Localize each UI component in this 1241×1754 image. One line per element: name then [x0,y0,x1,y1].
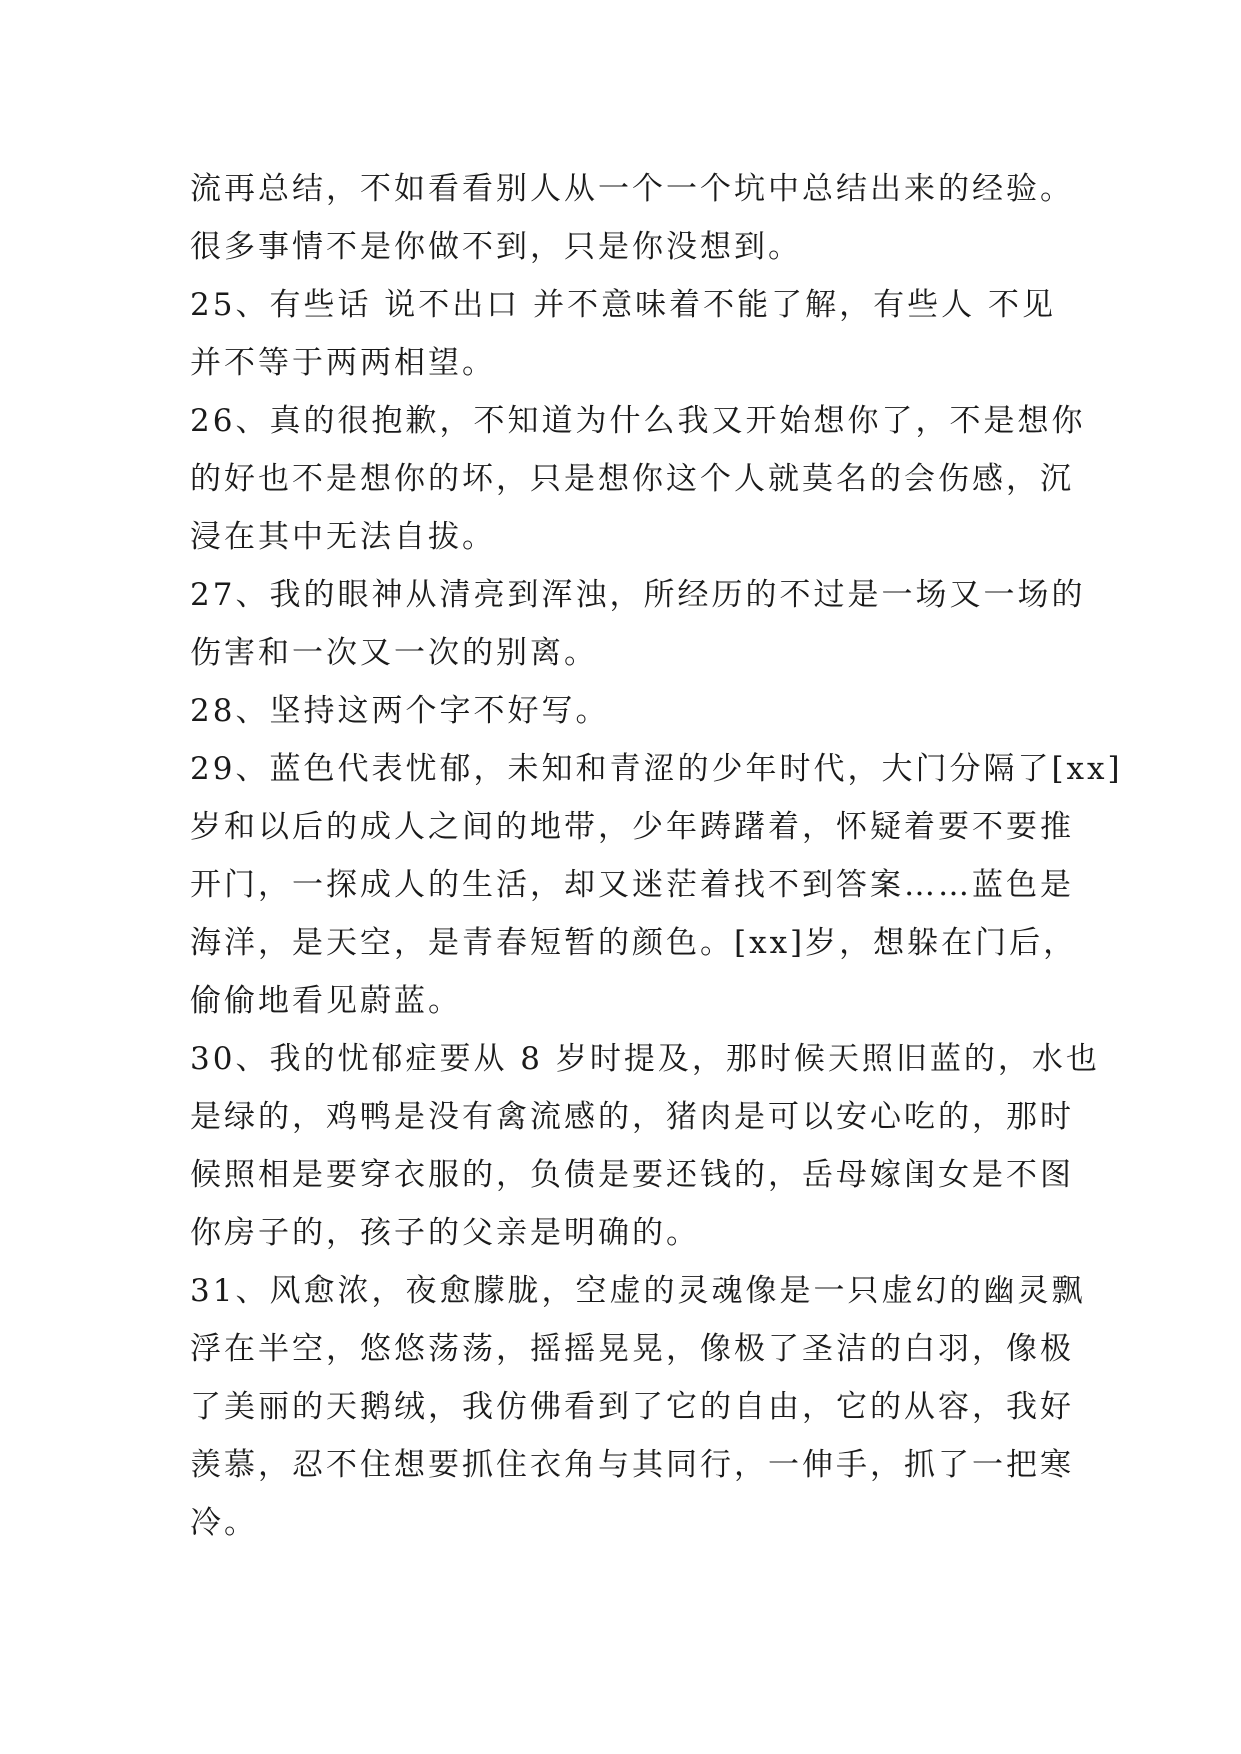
text-line: 伤害和一次又一次的别离。 [190,635,598,671]
text-line: 27、我的眼神从清亮到浑浊，所经历的不过是一场又一场的 [190,577,1086,613]
text-line: 30、我的忧郁症要从 8 岁时提及，那时候天照旧蓝的，水也 [190,1041,1100,1077]
text-line: 25、有些话 说不出口 并不意味着不能了解，有些人 不见 [190,287,1057,323]
text-line: 羡慕，忍不住想要抓住衣角与其同行，一伸手，抓了一把寒 [190,1447,1074,1483]
text-line: 流再总结，不如看看别人从一个一个坑中总结出来的经验。 [190,171,1074,207]
text-line: 你房子的，孩子的父亲是明确的。 [190,1215,700,1251]
text-line: 29、蓝色代表忧郁，未知和青涩的少年时代，大门分隔了[xx] [190,751,1123,787]
text-line: 偷偷地看见蔚蓝。 [190,983,462,1019]
text-line: 冷。 [190,1505,258,1541]
text-line: 很多事情不是你做不到，只是你没想到。 [190,229,802,265]
text-line: 28、坚持这两个字不好写。 [190,693,610,729]
text-line: 了美丽的天鹅绒，我仿佛看到了它的自由，它的从容，我好 [190,1389,1074,1425]
text-line: 海洋，是天空，是青春短暂的颜色。[xx]岁，想躲在门后， [190,925,1078,961]
text-line: 开门，一探成人的生活，却又迷茫着找不到答案……蓝色是 [190,867,1074,903]
text-line: 26、真的很抱歉，不知道为什么我又开始想你了，不是想你 [190,403,1086,439]
text-line: 岁和以后的成人之间的地带，少年踌躇着，怀疑着要不要推 [190,809,1074,845]
text-line: 的好也不是想你的坏，只是想你这个人就莫名的会伤感，沉 [190,461,1074,497]
text-line: 是绿的，鸡鸭是没有禽流感的，猪肉是可以安心吃的，那时 [190,1099,1074,1135]
text-line: 候照相是要穿衣服的，负债是要还钱的，岳母嫁闺女是不图 [190,1157,1074,1193]
text-line: 31、风愈浓，夜愈朦胧，空虚的灵魂像是一只虚幻的幽灵飘 [190,1273,1086,1309]
text-line: 浮在半空，悠悠荡荡，摇摇晃晃，像极了圣洁的白羽，像极 [190,1331,1074,1367]
text-line: 并不等于两两相望。 [190,345,496,381]
text-line: 浸在其中无法自拔。 [190,519,496,555]
body-text [190,160,1123,1552]
